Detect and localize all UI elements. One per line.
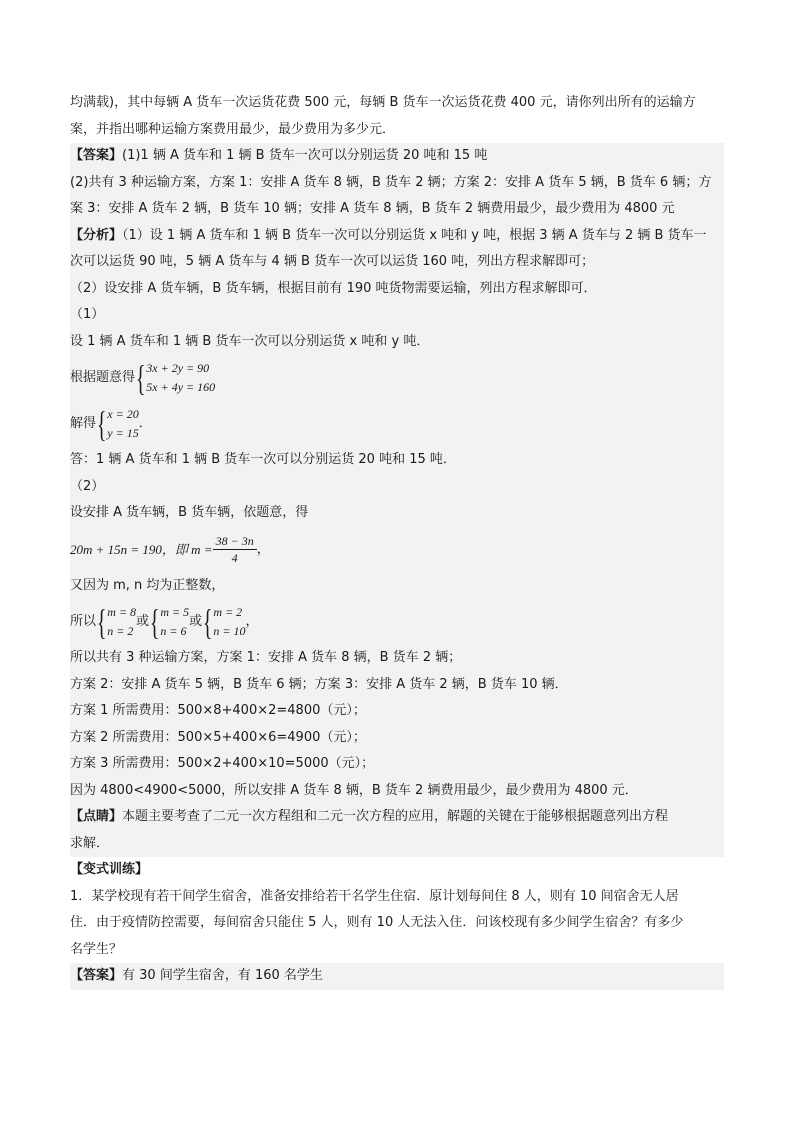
cases-system: 所以 { m = 8 n = 2 或 { m = 5 n = 6 或 { m = 2 n = 10 ， — [70, 602, 259, 642]
brace-icon: { — [135, 358, 146, 398]
plans-text: 方案 2：安排 A 货车 5 辆，B 货车 6 辆；方案 3：安排 A 货车 2 辆，B 货车 10 辆． — [70, 676, 568, 692]
plans-text: 所以共有 3 种运输方案，方案 1：安排 A 货车 8 辆，B 货车 2 辆； — [70, 650, 462, 665]
question-text: 名学生？ — [70, 941, 123, 957]
brace-icon: { — [149, 602, 160, 642]
answer-text: (2)共有 3 种运输方案，方案 1：安排 A 货车 8 辆，B 货车 2 辆；方案 2：安排 A 货车 5 辆，B 货车 6 辆；方 — [70, 174, 712, 190]
equation-mn: 20m + 15n = 190，即 m = $\frac{38 - 3n}{4}$ ， — [70, 534, 270, 565]
set-variables-2: 设安排 A 货车辆，B 货车辆，依题意，得 — [70, 505, 309, 520]
solution-system: 解得 { x = 20 y = 15 ． — [70, 404, 152, 444]
intro-line: 均满载)，其中每辆 A 货车一次运货花费 500 元，每辆 B 货车一次运货花费 400 元，请你列出所有的运输方 — [70, 95, 696, 110]
fraction: $\frac{38 - 3n}{4}$ — [213, 533, 257, 566]
answer-text: (1)1 辆 A 货车和 1 辆 B 货车一次可以分别运货 20 吨和 15 吨 — [122, 148, 488, 163]
question-text: 1．某学校现有若干间学生宿舍，准备安排给若干名学生住宿．原计划每间住 8 人，则有 10 间宿舍无人居 — [70, 888, 679, 904]
answer-tag: 【答案】 — [70, 148, 123, 163]
analysis-text: 次可以运货 90 吨，5 辆 A 货车与 4 辆 B 货车一次可以运货 160 吨，列出方程求解即可； — [70, 254, 595, 269]
comment-tag: 【点睛】 — [70, 809, 123, 824]
question-text: 住．由于疫情防控需要，每间宿舍只能住 5 人，则有 10 人无法入住．问该校现有多少间学生宿舍？有多少 — [70, 915, 684, 930]
training-answer-text: 有 30 间学生宿舍，有 160 名学生 — [122, 968, 323, 983]
intro-line: 案，并指出哪种运输方案费用最少，最少费用为多少元． — [70, 121, 396, 137]
part1-label: （1） — [70, 307, 105, 322]
answer-part1: 答：1 辆 A 货车和 1 辆 B 货车一次可以分别运货 20 吨和 15 吨． — [70, 452, 456, 467]
training-heading: 【变式训练】 — [70, 862, 149, 877]
document-page — [70, 90, 724, 990]
analysis-tag: 【分析】 — [70, 227, 123, 243]
brace-icon: { — [203, 602, 213, 642]
cost-line: 方案 1 所需费用：500×8+400×2=4800（元）； — [70, 703, 366, 718]
integer-condition: 又因为 m, n 均为正整数， — [70, 577, 225, 593]
answer-text: 案 3：安排 A 货车 2 辆，B 货车 10 辆；安排 A 货车 8 辆，B 货车 2 辆费用最少，最少费用为 4800 元 — [70, 201, 675, 216]
brace-icon: { — [96, 602, 107, 642]
analysis-text: （2）设安排 A 货车辆，B 货车辆，根据目前有 190 吨货物需要运输，列出方程求解即可． — [70, 280, 597, 296]
training-answer-tag: 【答案】 — [70, 968, 123, 983]
part2-label: （2） — [70, 478, 105, 494]
analysis-text: （1）设 1 辆 A 货车和 1 辆 B 货车一次可以分别运货 x 吨和 y 吨，根据 3 辆 A 货车与 2 辆 B 货车一 — [122, 227, 707, 243]
comment-text: 求解． — [70, 835, 110, 851]
solution-block — [70, 143, 724, 857]
brace-icon: { — [96, 404, 107, 444]
comment-text: 本题主要考查了二元一次方程组和二元一次方程的应用，解题的关键在于能够根据题意列出方程 — [122, 809, 669, 824]
cost-line: 方案 2 所需费用：500×5+400×6=4900（元）； — [70, 729, 366, 745]
set-variables: 设 1 辆 A 货车和 1 辆 B 货车一次可以分别运货 x 吨和 y 吨． — [70, 333, 430, 349]
conclusion: 因为 4800<4900<5000，所以安排 A 货车 8 辆，B 货车 2 辆费用最少，最少费用为 4800 元． — [70, 782, 638, 798]
cost-line: 方案 3 所需费用：500×2+400×10=5000（元）； — [70, 756, 375, 771]
equation-system: 根据题意得 { 3x + 2y = 90 5x + 4y = 160 — [70, 358, 216, 398]
